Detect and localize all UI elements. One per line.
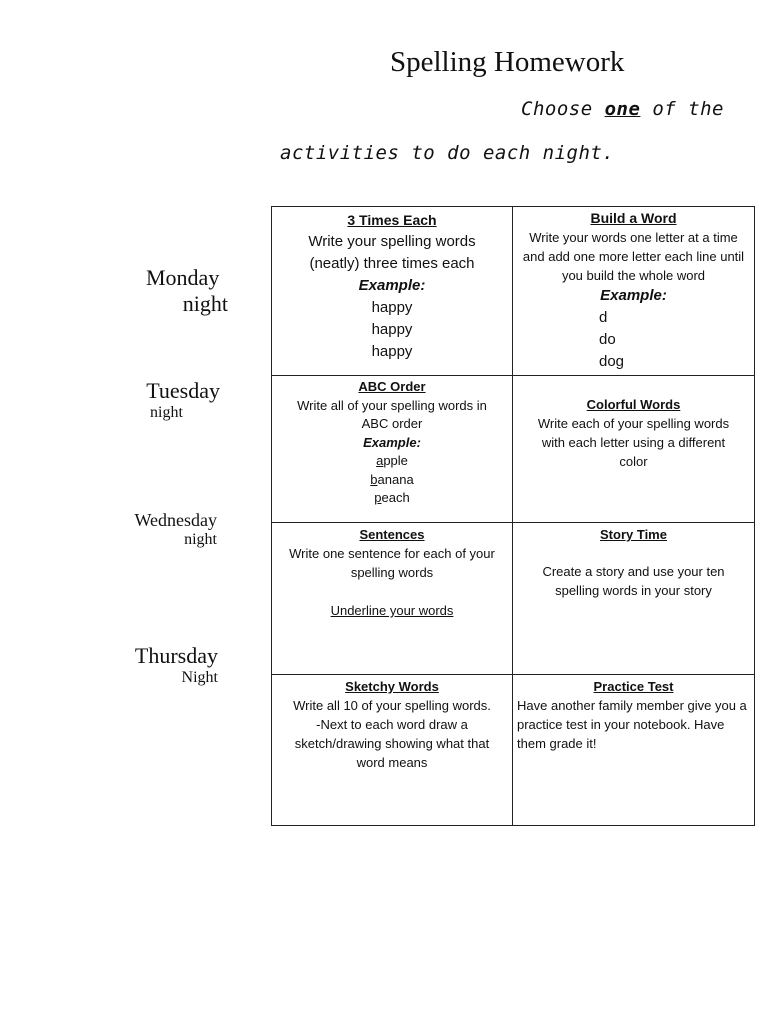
activity-desc: Write all of your spelling words in ABC order <box>297 397 487 431</box>
activity-grid <box>271 206 755 826</box>
activity-title: Practice Test <box>593 679 674 694</box>
activity-desc: Create a story and use your ten spelling words in your story <box>542 564 725 598</box>
example-first-letter: a <box>376 453 384 468</box>
instruction-line-1 <box>521 98 724 120</box>
day-name: Monday <box>146 265 220 290</box>
day-tuesday <box>120 378 220 422</box>
day-name: Wednesday <box>134 510 217 530</box>
activity-desc: Write your words one letter at a time and add one more letter each line until you build the whole word <box>522 230 745 283</box>
activity-sentences <box>272 523 513 675</box>
activity-title: ABC Order <box>358 379 426 394</box>
example-item: happy <box>371 343 413 360</box>
activity-story-time <box>513 523 755 675</box>
day-suffix: night <box>182 291 228 316</box>
activity-title: 3 Times Each <box>347 212 437 228</box>
activity-title: Story Time <box>600 527 667 542</box>
example-label: Example: <box>358 277 426 294</box>
day-monday <box>120 265 228 317</box>
example-item: d <box>599 309 608 326</box>
activity-note: Underline your words <box>330 603 454 618</box>
activity-abc-order <box>272 376 513 523</box>
page-title: Spelling Homework <box>390 46 625 78</box>
instruction-emphasis: one <box>604 98 641 120</box>
activity-title: Colorful Words <box>586 397 681 412</box>
example-first-letter: p <box>374 490 382 505</box>
activity-3-times-each <box>272 207 513 376</box>
activity-title: Build a Word <box>590 210 677 226</box>
example-item <box>276 489 508 508</box>
day-name: Thursday <box>134 643 218 668</box>
day-wednesday <box>110 510 217 549</box>
example-rest: anana <box>377 471 414 487</box>
day-name: Tuesday <box>146 378 220 403</box>
example-label: Example: <box>363 434 421 450</box>
instruction-line-2: activities to do each night. <box>280 142 615 164</box>
activity-desc: Write your spelling words <box>308 233 476 250</box>
activity-title: Sentences <box>359 527 425 542</box>
activity-desc: Write all 10 of your spelling words. <box>293 698 491 713</box>
activity-desc: Write each of your spelling words with each letter using a different color <box>537 416 730 469</box>
example-item: do <box>599 331 616 348</box>
activity-title: Sketchy Words <box>345 679 439 694</box>
day-thursday <box>110 643 218 687</box>
example-item: happy <box>371 299 413 316</box>
day-suffix: night <box>150 404 183 421</box>
day-suffix: night <box>184 531 217 548</box>
instruction-before: Choose <box>521 98 605 120</box>
activity-practice-test <box>513 675 755 826</box>
example-rest: each <box>381 490 410 505</box>
example-item: dog <box>599 353 625 370</box>
example-item: happy <box>371 321 413 338</box>
instruction-after: of the <box>640 98 724 120</box>
example-rest: pple <box>383 453 408 468</box>
activity-desc: -Next to each word draw a sketch/drawing showing what that word means <box>294 717 490 770</box>
activity-desc: Write one sentence for each of your spelling words <box>289 546 495 580</box>
activity-desc: Have another family member give you a practice test in your notebook. Have them grade it! <box>517 698 747 751</box>
activity-sketchy-words <box>272 675 513 826</box>
example-item <box>276 452 508 471</box>
example-label: Example: <box>600 287 667 304</box>
activity-desc: (neatly) three times each <box>309 255 475 272</box>
example-item <box>276 471 508 490</box>
example-first-letter: b <box>370 471 378 487</box>
day-suffix: Night <box>181 669 218 686</box>
activity-colorful-words <box>513 376 755 523</box>
activity-build-a-word <box>513 207 755 376</box>
